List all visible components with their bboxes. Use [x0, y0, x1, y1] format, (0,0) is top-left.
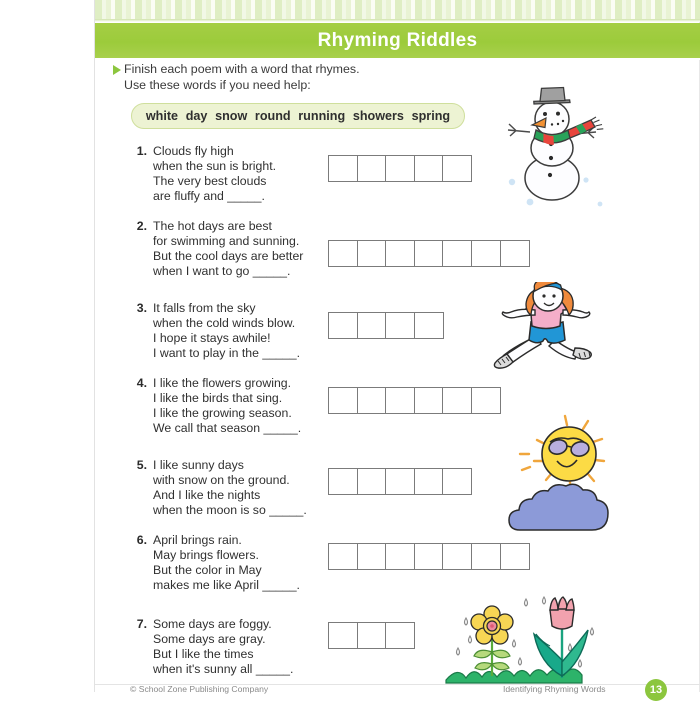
answer-cell[interactable] — [414, 155, 444, 182]
answer-cell[interactable] — [414, 312, 444, 339]
answer-cell[interactable] — [442, 468, 472, 495]
striped-header-band — [95, 0, 700, 19]
poem-line: I want to play in the _____. — [153, 346, 300, 361]
poem-line: when the moon is so _____. — [153, 503, 307, 518]
answer-boxes-2[interactable] — [328, 240, 530, 267]
answer-cell[interactable] — [328, 387, 358, 414]
answer-cell[interactable] — [328, 468, 358, 495]
poem-line: It falls from the sky — [153, 301, 256, 315]
word-bank-item-round[interactable]: round — [254, 109, 291, 123]
word-bank-item-snow[interactable]: snow — [215, 109, 248, 123]
page-left-edge — [94, 0, 95, 692]
title-bar-underline — [95, 58, 700, 60]
poem-line: But the color in May — [153, 563, 262, 578]
instruction-line-1: Finish each poem with a word that rhymes. — [124, 62, 360, 76]
poem-line: I like the growing season. — [153, 406, 292, 421]
answer-cell[interactable] — [357, 240, 387, 267]
poem-line: And I like the nights — [153, 488, 261, 503]
poem-line: I like sunny days — [153, 458, 244, 472]
word-bank-item-day[interactable]: day — [185, 109, 208, 123]
word-bank — [131, 103, 465, 129]
poem-line: The very best clouds — [153, 174, 267, 189]
poem-number: 6. — [136, 533, 147, 547]
answer-cell[interactable] — [357, 155, 387, 182]
instructions — [124, 62, 524, 93]
answer-cell[interactable] — [442, 387, 472, 414]
poem-line: with snow on the ground. — [153, 473, 290, 488]
answer-cell[interactable] — [385, 155, 415, 182]
answer-cell[interactable] — [328, 622, 358, 649]
answer-cell[interactable] — [500, 240, 530, 267]
poem-line: But I like the times — [153, 647, 254, 662]
answer-cell[interactable] — [357, 543, 387, 570]
poem-number: 1. — [136, 144, 147, 158]
answer-cell[interactable] — [385, 622, 415, 649]
copyright-text: © School Zone Publishing Company — [130, 684, 269, 694]
answer-boxes-5[interactable] — [328, 468, 472, 495]
poem-line: May brings flowers. — [153, 548, 259, 563]
poem-number: 2. — [136, 219, 147, 233]
answer-cell[interactable] — [385, 468, 415, 495]
poem-line: when I want to go _____. — [153, 264, 291, 279]
page-title: Rhyming Riddles — [317, 29, 478, 51]
instruction-line-2: Use these words if you need help: — [124, 77, 311, 92]
poem-lines — [153, 144, 276, 204]
answer-cell[interactable] — [414, 468, 444, 495]
answer-cell[interactable] — [471, 387, 501, 414]
page-number-badge: 13 — [645, 679, 667, 701]
poem-lines — [153, 617, 293, 677]
answer-cell[interactable] — [471, 543, 501, 570]
answer-cell[interactable] — [328, 240, 358, 267]
answer-boxes-1[interactable] — [328, 155, 472, 182]
answer-cell[interactable] — [385, 387, 415, 414]
poem-lines — [153, 376, 301, 436]
poem-line: when the sun is bright. — [153, 159, 277, 174]
answer-cell[interactable] — [357, 312, 387, 339]
poem-line: Clouds fly high — [153, 144, 234, 158]
poem-lines — [153, 533, 300, 593]
running-girl-illustration — [455, 282, 610, 374]
word-bank-item-white[interactable]: white — [145, 109, 179, 123]
poem-line: I like the flowers growing. — [153, 376, 292, 390]
poem-line: But the cool days are better — [153, 249, 304, 264]
poem-line: Some days are gray. — [153, 632, 266, 647]
flowers-illustration — [440, 596, 625, 684]
answer-cell[interactable] — [385, 312, 415, 339]
title-bar — [95, 23, 700, 58]
poem-number: 3. — [136, 301, 147, 315]
poem-lines — [153, 301, 300, 361]
poem-line: are fluffy and _____. — [153, 189, 265, 204]
answer-boxes-4[interactable] — [328, 387, 501, 414]
answer-boxes-3[interactable] — [328, 312, 444, 339]
poem-line: when it's sunny all _____. — [153, 662, 294, 677]
answer-cell[interactable] — [357, 622, 387, 649]
answer-cell[interactable] — [442, 240, 472, 267]
answer-cell[interactable] — [328, 312, 358, 339]
word-bank-item-showers[interactable]: showers — [352, 109, 404, 123]
answer-cell[interactable] — [385, 240, 415, 267]
snowman-illustration — [500, 86, 610, 211]
word-bank-item-spring[interactable]: spring — [411, 109, 451, 123]
answer-cell[interactable] — [385, 543, 415, 570]
answer-cell[interactable] — [500, 543, 530, 570]
page-gutter — [0, 0, 95, 700]
answer-cell[interactable] — [357, 387, 387, 414]
poem-line: Some days are foggy. — [153, 617, 272, 631]
answer-cell[interactable] — [442, 543, 472, 570]
answer-cell[interactable] — [442, 155, 472, 182]
answer-boxes-6[interactable] — [328, 543, 530, 570]
poem-line: April brings rain. — [153, 533, 242, 547]
poem-line: makes me like April _____. — [153, 578, 300, 593]
answer-boxes-7[interactable] — [328, 622, 415, 649]
poem-line: for swimming and sunning. — [153, 234, 300, 249]
answer-cell[interactable] — [328, 543, 358, 570]
poem-line: I hope it stays awhile! — [153, 331, 271, 346]
answer-cell[interactable] — [357, 468, 387, 495]
word-bank-item-running[interactable]: running — [298, 109, 346, 123]
striped-band-shadow — [95, 19, 700, 22]
skill-label: Identifying Rhyming Words — [503, 684, 606, 694]
poem-line: The hot days are best — [153, 219, 272, 233]
poem-lines — [153, 219, 303, 279]
poem-lines — [153, 458, 307, 518]
answer-cell[interactable] — [414, 240, 444, 267]
answer-cell[interactable] — [414, 387, 444, 414]
answer-cell[interactable] — [414, 543, 444, 570]
poem-line: I like the birds that sing. — [153, 391, 283, 406]
poem-line: We call that season _____. — [153, 421, 302, 436]
poem-number: 4. — [136, 376, 147, 390]
poem-number: 5. — [136, 458, 147, 472]
rain-cloud-illustration — [508, 482, 613, 542]
poem-number: 7. — [136, 617, 147, 631]
answer-cell[interactable] — [328, 155, 358, 182]
poem-line: when the cold winds blow. — [153, 316, 296, 331]
triangle-bullet-icon — [113, 65, 121, 75]
answer-cell[interactable] — [471, 240, 501, 267]
